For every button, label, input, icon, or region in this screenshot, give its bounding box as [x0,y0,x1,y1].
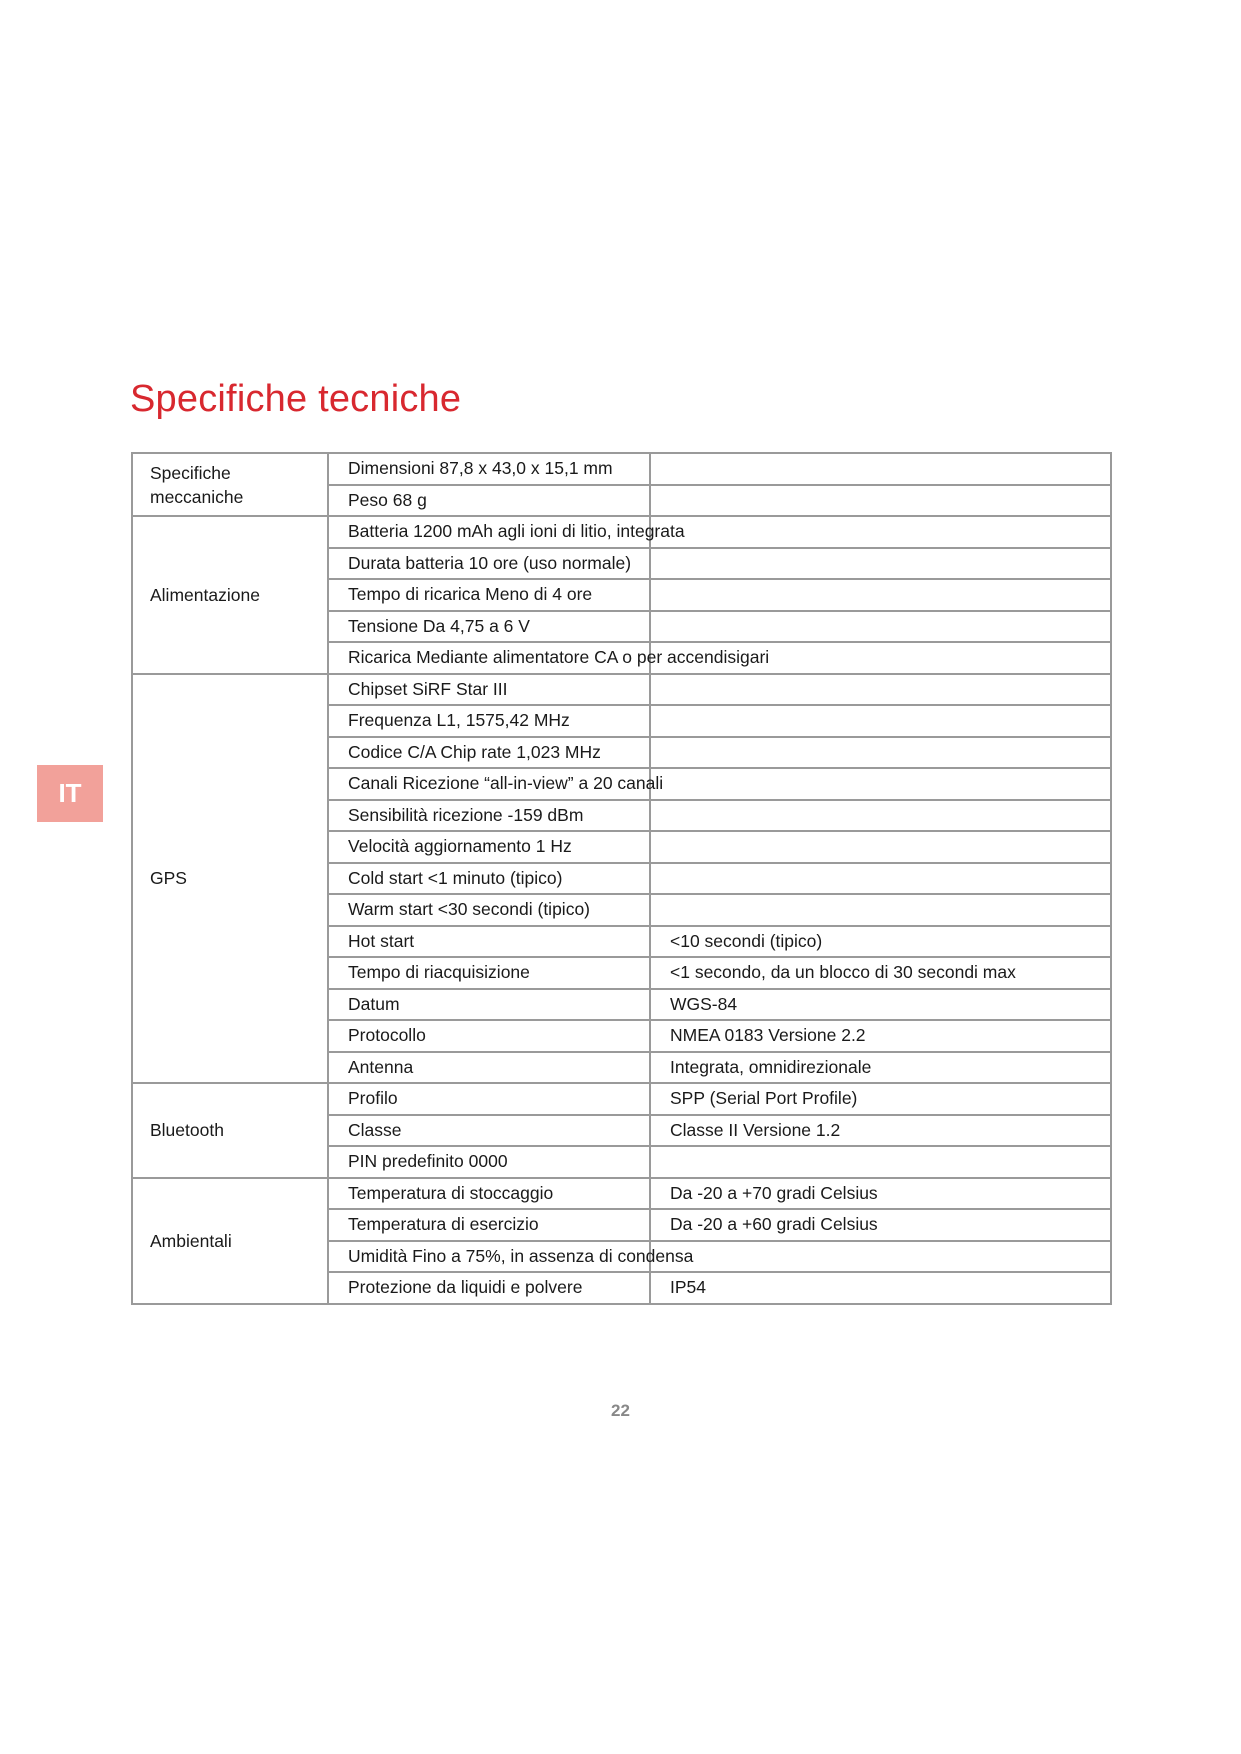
spec-value-cell: Da -20 a +70 gradi Celsius [650,1178,1111,1210]
spec-value-cell: IP54 [650,1272,1111,1304]
spec-value-cell [650,516,1111,548]
spec-name-cell: Ricarica Mediante alimentatore CA o per accendisigari [328,642,650,674]
spec-name-cell: Datum [328,989,650,1021]
section-label: GPS [132,674,328,1084]
table-row [132,1083,1111,1115]
section-label: Alimentazione [132,516,328,674]
spec-name-cell: Batteria 1200 mAh agli ioni di litio, integrata [328,516,650,548]
spec-value-cell [650,548,1111,580]
spec-value-cell [650,485,1111,517]
spec-name-cell: Tensione Da 4,75 a 6 V [328,611,650,643]
spec-value-cell: NMEA 0183 Versione 2.2 [650,1020,1111,1052]
spec-name-cell: Durata batteria 10 ore (uso normale) [328,548,650,580]
spec-name-cell: Frequenza L1, 1575,42 MHz [328,705,650,737]
page-number: 22 [611,1401,630,1420]
spec-name-cell: Dimensioni 87,8 x 43,0 x 15,1 mm [328,453,650,485]
spec-name-cell: Profilo [328,1083,650,1115]
spec-value-cell: Classe II Versione 1.2 [650,1115,1111,1147]
spec-name-cell: Classe [328,1115,650,1147]
section-label: Ambientali [132,1178,328,1304]
spec-value-cell [650,800,1111,832]
spec-name-cell: Chipset SiRF Star III [328,674,650,706]
spec-value-cell [650,737,1111,769]
spec-value-cell: <10 secondi (tipico) [650,926,1111,958]
spec-name-cell: Warm start <30 secondi (tipico) [328,894,650,926]
spec-value-cell [650,1146,1111,1178]
spec-table [131,452,1112,1305]
spec-name-cell: Temperatura di stoccaggio [328,1178,650,1210]
spec-name-cell: Peso 68 g [328,485,650,517]
language-tab: IT [37,765,103,822]
spec-value-cell [650,768,1111,800]
spec-value-cell [650,705,1111,737]
spec-name-cell: Protezione da liquidi e polvere [328,1272,650,1304]
spec-name-cell: Umidità Fino a 75%, in assenza di condensa [328,1241,650,1273]
spec-name-cell: Cold start <1 minuto (tipico) [328,863,650,895]
spec-value-cell: WGS-84 [650,989,1111,1021]
spec-value-cell [650,863,1111,895]
spec-value-cell [650,453,1111,485]
spec-name-cell: Antenna [328,1052,650,1084]
table-row [132,516,1111,548]
spec-value-cell: Da -20 a +60 gradi Celsius [650,1209,1111,1241]
spec-name-cell: Velocità aggiornamento 1 Hz [328,831,650,863]
spec-name-cell: Canali Ricezione “all-in-view” a 20 canali [328,768,650,800]
section-label: Specifiche meccaniche [132,453,328,516]
spec-value-cell: SPP (Serial Port Profile) [650,1083,1111,1115]
spec-name-cell: PIN predefinito 0000 [328,1146,650,1178]
spec-name-cell: Sensibilità ricezione -159 dBm [328,800,650,832]
spec-value-cell [650,1241,1111,1273]
spec-value-cell: <1 secondo, da un blocco di 30 secondi max [650,957,1111,989]
spec-name-cell: Temperatura di esercizio [328,1209,650,1241]
spec-name-cell: Codice C/A Chip rate 1,023 MHz [328,737,650,769]
spec-value-cell [650,894,1111,926]
section-label: Bluetooth [132,1083,328,1178]
spec-value-cell: Integrata, omnidirezionale [650,1052,1111,1084]
spec-name-cell: Tempo di ricarica Meno di 4 ore [328,579,650,611]
spec-value-cell [650,674,1111,706]
spec-name-cell: Tempo di riacquisizione [328,957,650,989]
page-title: Specifiche tecniche [130,378,462,420]
spec-value-cell [650,831,1111,863]
table-row [132,453,1111,485]
spec-name-cell: Hot start [328,926,650,958]
table-row [132,674,1111,706]
spec-name-cell: Protocollo [328,1020,650,1052]
table-row [132,1178,1111,1210]
spec-value-cell [650,579,1111,611]
spec-value-cell [650,611,1111,643]
